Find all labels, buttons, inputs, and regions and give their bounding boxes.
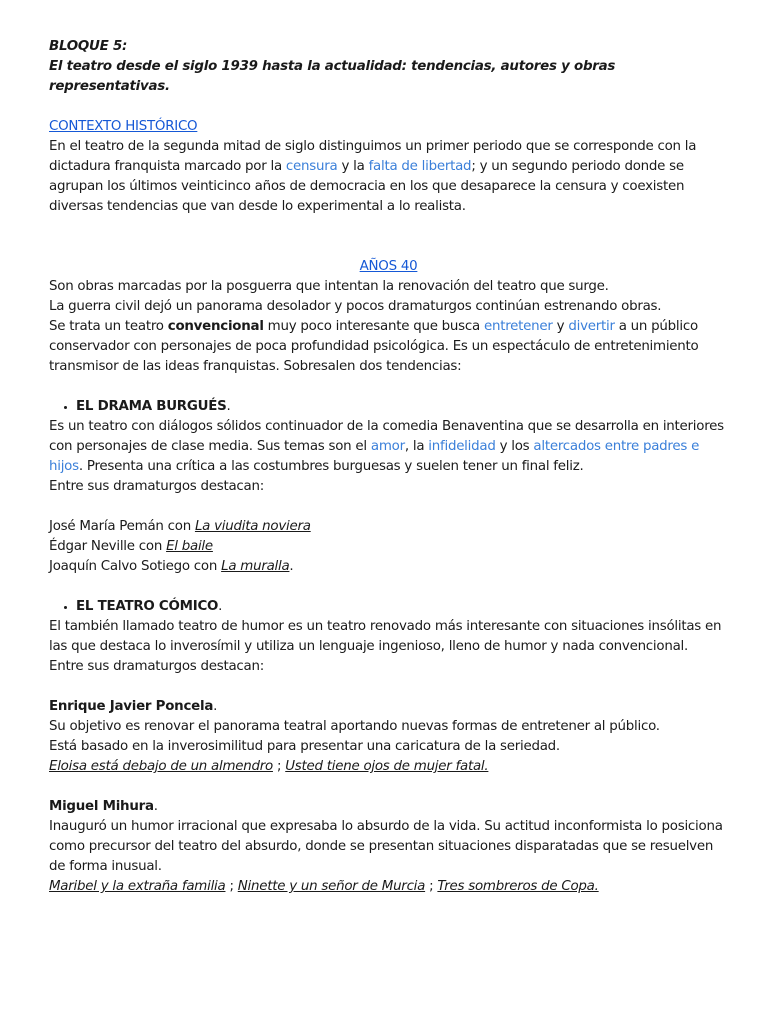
highlight-falta-libertad: falta de libertad (368, 159, 472, 174)
highlight-altercados: altercados entre padres e hijos (49, 439, 700, 474)
document-title: El teatro desde el siglo 1939 hasta la actualidad: tendencias, autores y obras representativas. (49, 59, 616, 94)
author-line-calvo-sotiego: Joaquín Calvo Sotiego con La muralla. (49, 559, 294, 574)
work-title: La viudita noviera (194, 519, 311, 534)
highlight-amor: amor (370, 439, 405, 454)
context-paragraph: En el teatro de la segunda mitad de siglo distinguimos un primer periodo que se corresponde con la dictadura franquista marcado por la censura y la falta de libertad; y un segundo periodo donde se agrupan los últimos veinticinco años de democracia en los que desaparece la censura y coexisten diversas tendencias que van desde lo experimental a lo realista. (49, 139, 697, 214)
block-label: BLOQUE 5: (49, 39, 128, 54)
drama-paragraph: Es un teatro con diálogos sólidos continuador de la comedia Benaventina que se desarrolla en interiores con personajes de clase media. Sus temas son el amor, la infidelidad y los altercados entre padres e hijos. Presenta una crítica a las costumbres burguesas y suelen tener un final feliz. (49, 419, 724, 474)
work-title: Usted tiene ojos de mujer fatal. (285, 759, 489, 774)
work-title: La muralla (221, 559, 290, 574)
drama-bullet-list (49, 397, 728, 417)
drama-authors-intro: Entre sus dramaturgos destacan: (49, 479, 264, 494)
comico-authors-intro: Entre sus dramaturgos destacan: (49, 659, 264, 674)
poncela-line-2: Está basado en la inverosimilitud para presentar una caricatura de la seriedad. (49, 739, 560, 754)
bold-convencional: convencional (167, 319, 264, 334)
poncela-line-1: Su objetivo es renovar el panorama teatral aportando nuevas formas de entretener al público. (49, 719, 660, 734)
anos40-line-2: La guerra civil dejó un panorama desolador y pocos dramaturgos continúan estrenando obras. (49, 299, 662, 314)
anos40-heading: AÑOS 40 (359, 259, 418, 274)
mihura-name: Miguel Mihura. (49, 799, 158, 814)
author-line-neville: Édgar Neville con El baile (49, 539, 213, 554)
mihura-paragraph: Inauguró un humor irracional que expresaba lo absurdo de la vida. Su actitud inconformista lo posiciona como precursor del teatro del absurdo, donde se presentan situaciones disparatadas que se resuelven de forma inusual. (49, 819, 723, 874)
highlight-entretener: entretener (483, 319, 553, 334)
work-title: El baile (166, 539, 213, 554)
poncela-name: Enrique Javier Poncela. (49, 699, 218, 714)
drama-bullet: • EL DRAMA BURGUÉS. (76, 397, 728, 417)
context-heading: CONTEXTO HISTÓRICO (49, 119, 198, 134)
work-title: Tres sombreros de Copa. (437, 879, 599, 894)
highlight-divertir: divertir (568, 319, 615, 334)
work-title: Maribel y la extraña familia (49, 879, 226, 894)
highlight-censura: censura (285, 159, 338, 174)
poncela-works: Eloisa está debajo de un almendro ; Usted tiene ojos de mujer fatal. (49, 759, 489, 774)
comico-paragraph: El también llamado teatro de humor es un teatro renovado más interesante con situaciones insólitas en las que destaca lo inverosímil y utiliza un lenguaje ingenioso, lleno de humor y nada convencional. (49, 619, 722, 654)
mihura-works: Maribel y la extraña familia ; Ninette y un señor de Murcia ; Tres sombreros de Copa. (49, 879, 599, 894)
comico-bullet-list (49, 597, 728, 617)
anos40-line-1: Son obras marcadas por la posguerra que intentan la renovación del teatro que surge. (49, 279, 609, 294)
work-title: Ninette y un señor de Murcia (237, 879, 426, 894)
anos40-paragraph: Se trata un teatro convencional muy poco interesante que busca entretener y divertir a un público conservador con personajes de poca profundidad psicológica. Es un espectáculo de entretenimiento transmisor de las ideas franquistas. Sobresalen dos tendencias: (49, 319, 699, 374)
comico-bullet: • EL TEATRO CÓMICO. (76, 597, 728, 617)
highlight-infidelidad: infidelidad (428, 439, 496, 454)
work-title: Eloisa está debajo de un almendro (49, 759, 273, 774)
author-line-peman: José María Pemán con La viudita noviera (49, 519, 311, 534)
